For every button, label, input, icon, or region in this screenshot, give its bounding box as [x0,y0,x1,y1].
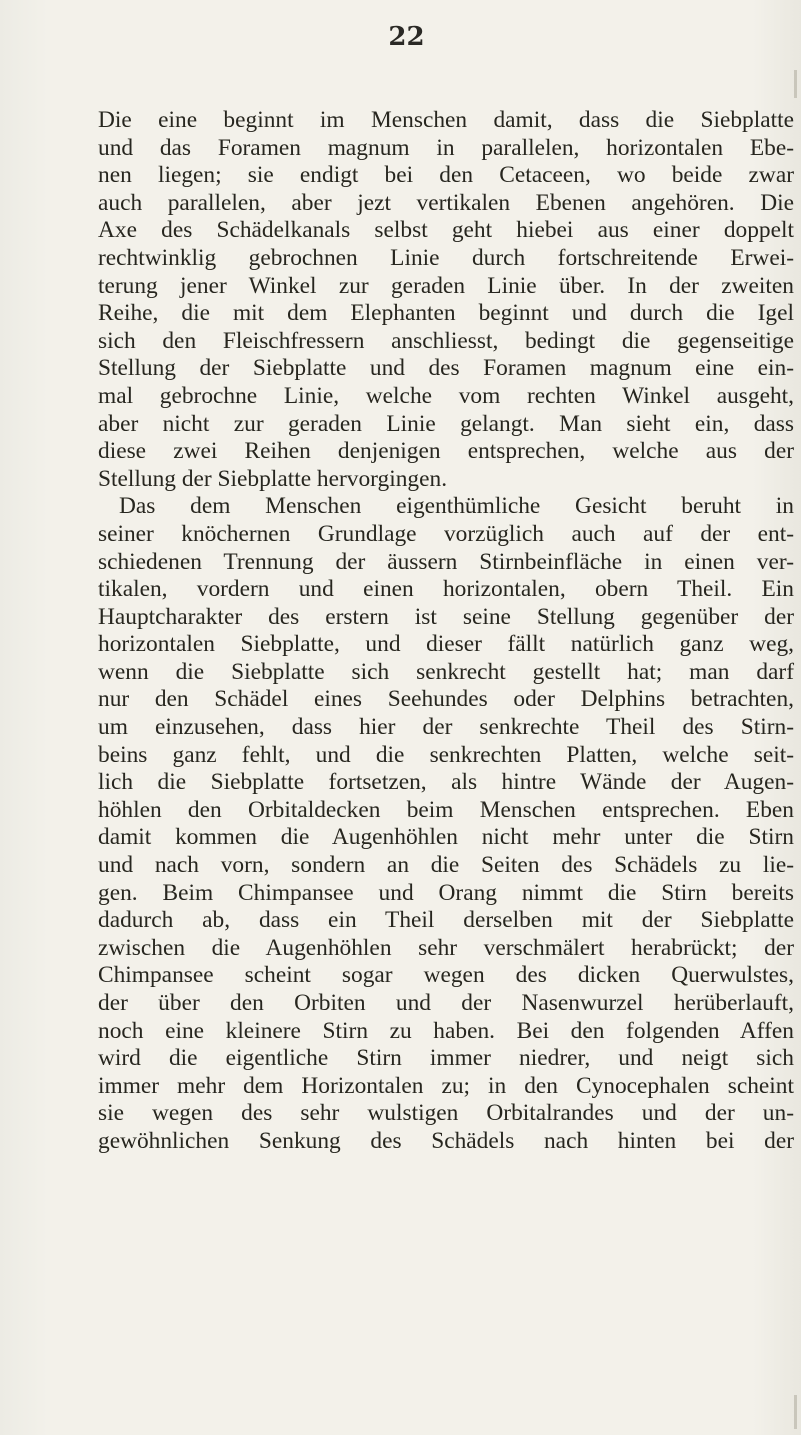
text-line: terung jener Winkel zur geraden Linie über. In der zweiten [98,272,794,299]
text-line: höhlen den Orbitaldecken beim Menschen entsprechen. Eben [98,796,794,823]
text-line: lich die Siebplatte fortsetzen, als hintre Wände der Augen- [98,769,794,796]
text-line: seiner knöchernen Grundlage vorzüglich auch auf der ent- [98,520,794,547]
text-line: schiedenen Trennung der äussern Stirnbeinfläche in einen ver- [98,548,794,575]
text-line: horizontalen Siebplatte, und dieser fällt natürlich ganz weg, [98,631,794,658]
text-line: diese zwei Reihen denjenigen entsprechen, welche aus der [98,438,794,465]
text-line: Stellung der Siebplatte hervorgingen. [98,465,448,492]
text-line: mal gebrochne Linie, welche vom rechten Winkel ausgeht, [98,382,794,409]
text-line: wird die eigentliche Stirn immer niedrer, und neigt sich [98,1045,794,1072]
text-line: Hauptcharakter des erstern ist seine Stellung gegenüber der [98,603,794,630]
text-line: damit kommen die Augenhöhlen nicht mehr unter die Stirn [98,824,794,851]
text-line: sie wegen des sehr wulstigen Orbitalrandes und der un- [98,1100,794,1127]
text-line: gen. Beim Chimpansee und Orang nimmt die Stirn bereits [98,879,794,906]
text-line: und nach vorn, sondern an die Seiten des Schädels zu lie- [98,852,794,879]
text-line: noch eine kleinere Stirn zu haben. Bei den folgenden Affen [98,1017,794,1044]
text-line: immer mehr dem Horizontalen zu; in den Cynocephalen scheint [98,1072,794,1099]
text-line: nur den Schädel eines Seehundes oder Delphins betrachten, [98,686,794,713]
text-line: Die eine beginnt im Menschen damit, dass die Siebplatte [98,107,794,133]
text-line: Stellung der Siebplatte und des Foramen magnum eine ein- [98,355,794,382]
text-line: wenn die Siebplatte sich senkrecht gestellt hat; man darf [98,658,794,685]
body-text [98,107,794,1156]
text-line: gewöhnlichen Senkung des Schädels nach hinten bei der [98,1127,794,1154]
text-line: zwischen die Augenhöhlen sehr verschmälert herabrückt; der [98,934,794,961]
text-line: Chimpansee scheint sogar wegen des dicken Querwulstes, [98,962,794,989]
text-line: Reihe, die mit dem Elephanten beginnt und durch die Igel [98,300,794,327]
text-line: und das Foramen magnum in parallelen, horizontalen Ebe- [98,134,794,161]
text-line: tikalen, vordern und einen horizontalen, obern Theil. Ein [98,576,794,603]
text-line: dadurch ab, dass ein Theil derselben mit der Siebplatte [98,907,794,934]
text-line: rechtwinklig gebrochnen Linie durch fortschreitende Erwei- [98,244,794,271]
text-line: auch parallelen, aber jezt vertikalen Ebenen angehören. Die [98,189,794,216]
text-line: beins ganz fehlt, und die senkrechten Platten, welche seit- [98,741,794,768]
text-line: um einzusehen, dass hier der senkrechte Theil des Stirn- [98,714,794,741]
text-line: der über den Orbiten und der Nasenwurzel herüberlauft, [98,990,794,1016]
text-line: nen liegen; sie endigt bei den Cetaceen, wo beide zwar [98,162,794,189]
page-number: 22 [388,22,425,52]
text-line: sich den Fleischfressern anschliesst, bedingt die gegenseitige [98,327,794,354]
text-line: aber nicht zur geraden Linie gelangt. Man sieht ein, dass [98,410,794,437]
text-line: Axe des Schädelkanals selbst geht hiebei aus einer doppelt [98,217,794,244]
page-edge-mark [794,1395,797,1429]
text-line: Das dem Menschen eigenthümliche Gesicht beruht in [119,493,794,520]
page-edge-mark [794,70,797,98]
